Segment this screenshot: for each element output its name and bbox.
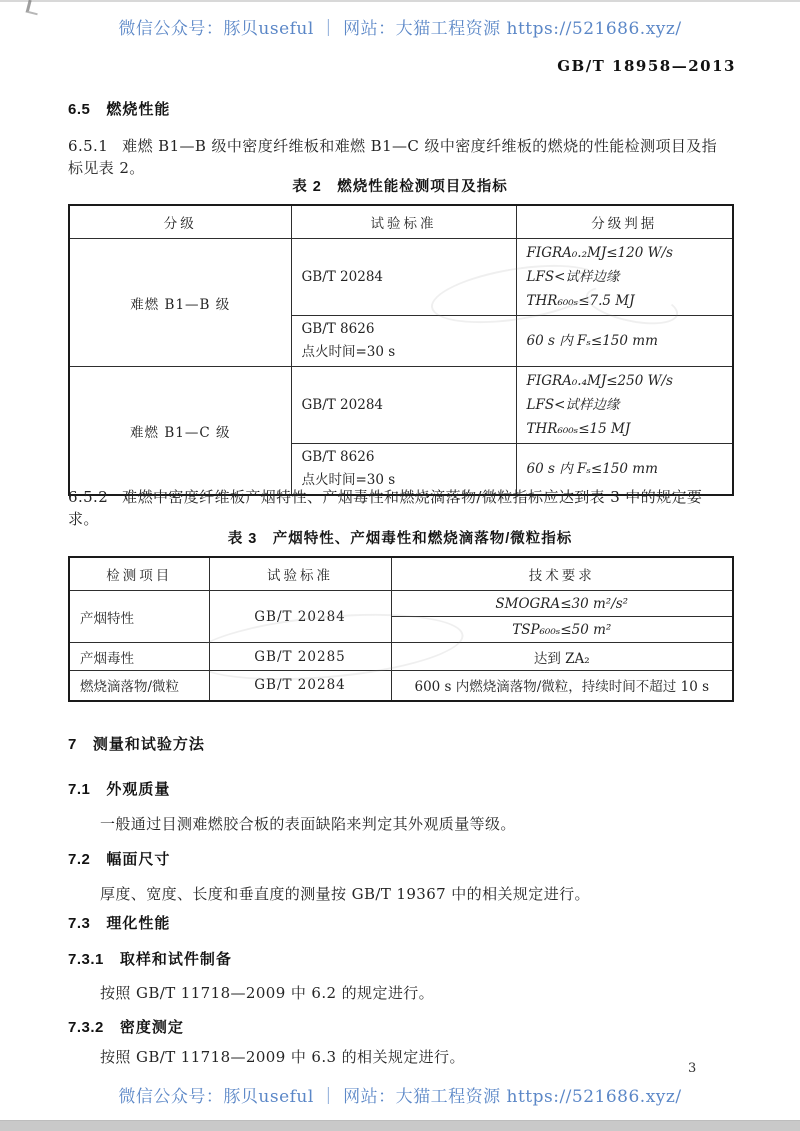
table-row: [69, 239, 733, 316]
table3-header-item: 检测项目: [69, 557, 209, 591]
watermark-header: 微信公众号：豚贝useful ｜ 网站：大猫工程资源 https://521686.xyz/: [118, 19, 682, 39]
criterion-thr: THR₆₀₀ₛ≤15 MJ: [526, 421, 631, 437]
grade-cell-b1-c: 难燃 B1—C 级: [69, 367, 291, 496]
table2-header-classification: 分级: [69, 205, 291, 239]
section-number: 7.3: [68, 915, 91, 932]
section-title: 燃烧性能: [106, 101, 171, 118]
section-title: 取样和试件制备: [119, 951, 232, 968]
paragraph-7-3-1: 按照 GB/T 11718—2009 中 6.2 的规定进行。: [100, 984, 435, 1002]
clause-text: 难燃中密度纤维板产烟特性、产烟毒性和燃烧滴落物/微粒指标应达到表 3 中的规定要求。: [68, 488, 703, 528]
standard-cell: GB/T 20284: [209, 591, 391, 643]
section-heading-7: [68, 733, 205, 754]
paragraph-7-2: 厚度、宽度、长度和垂直度的测量按 GB/T 19367 中的相关规定进行。: [100, 885, 590, 903]
ignition-time-text: 点火时间=30 s: [301, 344, 396, 360]
clause-number: 6.5.1: [68, 137, 109, 155]
requirement-za2: 达到 ZA₂: [391, 643, 733, 671]
standard-text: GB/T 8626: [301, 449, 375, 465]
section-heading-7-3: [68, 912, 170, 933]
section-title: 密度测定: [119, 1019, 184, 1036]
criterion-fs: 60 s 内 Fₛ≤150 mm: [526, 461, 658, 477]
requirement-droplets: 600 s 内燃烧滴落物/微粒，持续时间不超过 10 s: [391, 671, 733, 701]
criteria-cell: [516, 239, 733, 316]
item-cell-smoke: 产烟特性: [69, 591, 209, 643]
table3-header-requirement: 技术要求: [391, 557, 733, 591]
table-row: [69, 367, 733, 444]
section-heading-7-2: [68, 848, 170, 869]
requirement-cell: [391, 617, 733, 643]
section-number: 7.2: [68, 851, 91, 868]
standard-cell: [291, 316, 516, 367]
table2-header-criteria: 分级判据: [516, 205, 733, 239]
section-title: 理化性能: [106, 915, 171, 932]
requirement-tsp: TSP₆₀₀ₛ≤50 m²: [512, 621, 612, 638]
table2-caption: 表 2 燃烧性能检测项目及指标: [292, 179, 508, 195]
standard-cell: [291, 367, 516, 444]
section-number: 6.5: [68, 101, 91, 118]
standard-text: GB/T 20284: [301, 268, 383, 285]
criterion-figra: FIGRA₀.₂MJ≤120 W/s: [526, 245, 673, 261]
criterion-lfs: LFS<试样边缘: [526, 397, 620, 413]
table-row: [69, 591, 733, 617]
grade-cell-b1-b: 难燃 B1—B 级: [69, 239, 291, 367]
standard-text: GB/T 20284: [301, 396, 383, 413]
standard-doc-number: GB/T 18958—2013: [557, 57, 736, 75]
paragraph-6-5-1: [68, 136, 732, 180]
paragraph-6-5-2: [68, 487, 732, 531]
table2-header-row: [69, 205, 733, 239]
standard-cell: [291, 239, 516, 316]
section-number: 7.1: [68, 781, 91, 798]
section-number: 7.3.1: [68, 951, 104, 968]
table3-caption: 表 3 产烟特性、产烟毒性和燃烧滴落物/微粒指标: [227, 531, 573, 547]
criterion-lfs: LFS<试样边缘: [526, 269, 620, 285]
requirement-smogra: SMOGRA≤30 m²/s²: [495, 595, 629, 612]
section-title: 幅面尺寸: [106, 851, 171, 868]
clause-number: 6.5.2: [68, 488, 109, 506]
scan-bottom-edge: [0, 1120, 800, 1131]
requirement-cell: [391, 591, 733, 617]
item-cell-droplets: 燃烧滴落物/微粒: [69, 671, 209, 701]
paragraph-7-3-2: 按照 GB/T 11718—2009 中 6.3 的相关规定进行。: [100, 1048, 465, 1066]
paragraph-7-1: 一般通过目测难燃胶合板的表面缺陷来判定其外观质量等级。: [100, 815, 516, 833]
section-number: 7: [68, 736, 77, 753]
section-heading-7-1: [68, 778, 170, 799]
standard-cell: GB/T 20285: [209, 643, 391, 671]
section-title: 测量和试验方法: [92, 736, 205, 753]
table-2-combustion-performance: [68, 204, 734, 496]
standard-text: GB/T 8626: [301, 321, 375, 337]
watermark-footer: 微信公众号：豚贝useful ｜ 网站：大猫工程资源 https://521686.xyz/: [118, 1087, 682, 1107]
table-row: [69, 671, 733, 701]
section-number: 7.3.2: [68, 1019, 104, 1036]
table-3-smoke-toxicity-droplets: [68, 556, 734, 702]
criteria-cell: [516, 367, 733, 444]
item-cell-toxicity: 产烟毒性: [69, 643, 209, 671]
section-title: 外观质量: [106, 781, 171, 798]
scan-corner-artifact: [26, 0, 41, 15]
table2-header-test-standard: 试验标准: [291, 205, 516, 239]
standard-cell: GB/T 20284: [209, 671, 391, 701]
criterion-figra: FIGRA₀.₄MJ≤250 W/s: [526, 373, 673, 389]
section-heading-7-3-1: [68, 948, 232, 969]
section-heading-7-3-2: [68, 1016, 184, 1037]
table-row: [69, 643, 733, 671]
table3-header-row: [69, 557, 733, 591]
clause-text: 难燃 B1—B 级中密度纤维板和难燃 B1—C 级中密度纤维板的燃烧的性能检测项目及指标见表 2。: [68, 137, 718, 177]
scan-top-edge: [0, 0, 800, 2]
page-number: 3: [688, 1061, 697, 1076]
section-heading-6-5: [68, 98, 170, 119]
criterion-thr: THR₆₀₀ₛ≤7.5 MJ: [526, 293, 635, 309]
criteria-cell: [516, 316, 733, 367]
table3-header-test-standard: 试验标准: [209, 557, 391, 591]
criterion-fs: 60 s 内 Fₛ≤150 mm: [526, 333, 658, 349]
ignition-time-text: 点火时间=30 s: [301, 472, 396, 488]
